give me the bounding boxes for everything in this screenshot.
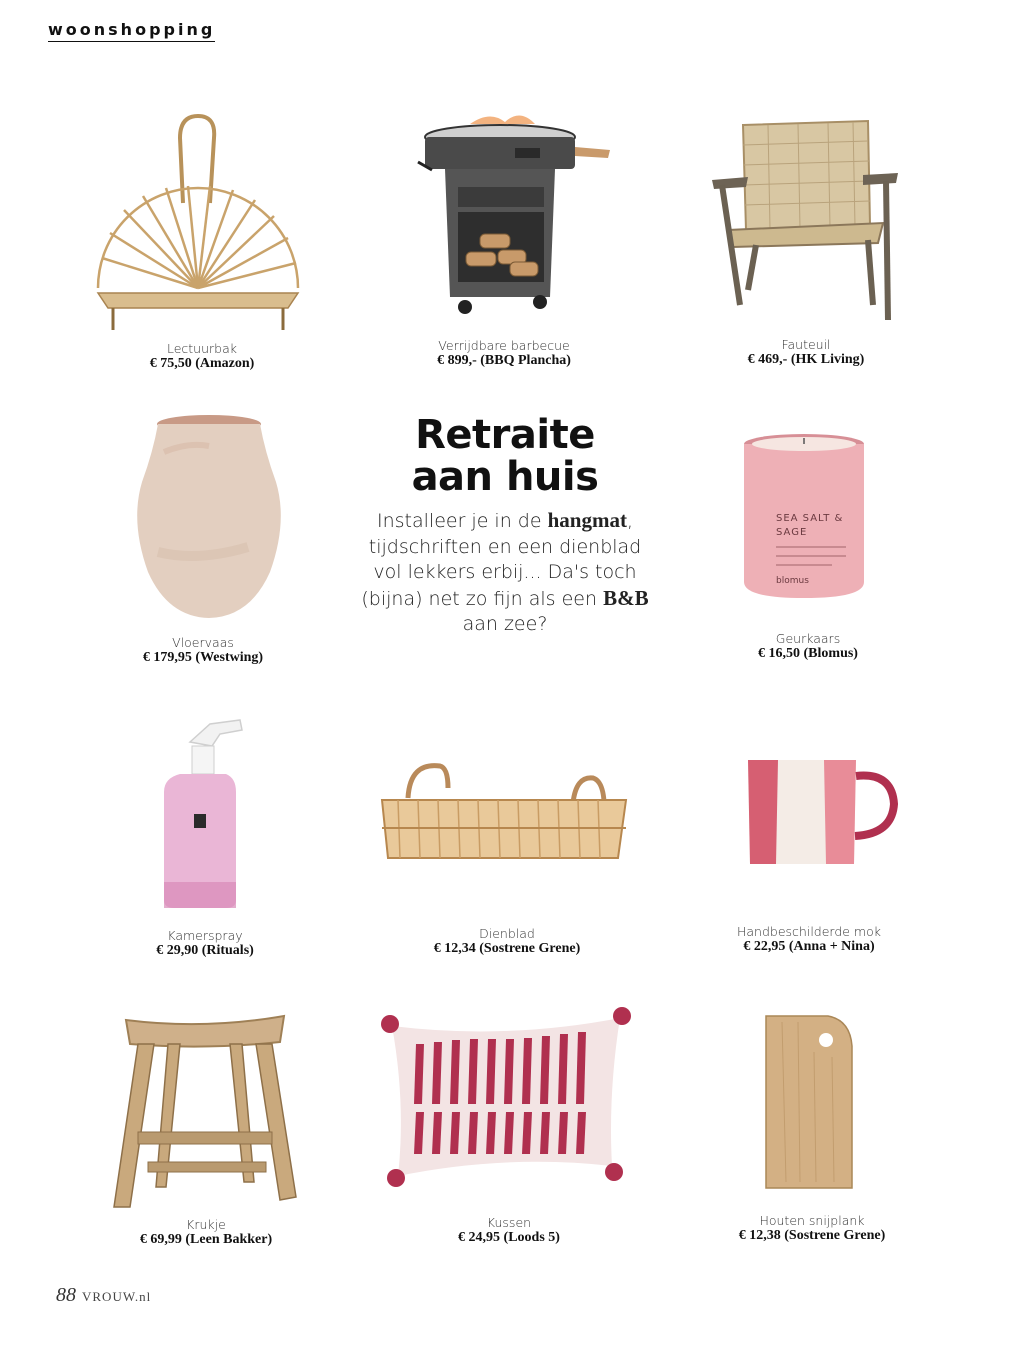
product-name: Handbeschilderde mok <box>736 924 882 939</box>
product-name: Kussen <box>486 1215 532 1230</box>
room-spray-image <box>150 712 265 910</box>
headline-line-1: Retraite <box>415 412 595 458</box>
candle-brand: blomus <box>776 576 809 586</box>
product-price: € 29,90 (Rituals) <box>156 943 254 958</box>
product-name: Houten snijplank <box>759 1213 865 1228</box>
product-caption-room-spray <box>156 928 254 959</box>
product-caption-barbecue <box>437 338 571 369</box>
product-price: € 899,- (BBQ Plancha) <box>437 353 571 368</box>
product-name: Kamerspray <box>167 928 243 943</box>
page-number: 88 <box>56 1284 76 1306</box>
product-name: Vloervaas <box>172 635 234 650</box>
intro-bold-hangmat: hangmat <box>547 508 627 532</box>
product-price: € 75,50 (Amazon) <box>149 356 255 371</box>
stool-image <box>108 1012 300 1212</box>
product-caption-tray <box>434 926 580 957</box>
magazine-rack-image <box>88 108 308 336</box>
product-name: Dienblad <box>479 926 535 941</box>
candle-label-line2: SAGE <box>776 527 808 538</box>
intro-text-1: Installeer je in de <box>377 510 548 532</box>
product-name: Krukje <box>186 1217 226 1232</box>
feature-headline <box>355 414 655 498</box>
intro-text-2: , tijdschriften en een dienblad vol lekkers erbij... Da's toch (bijna) net zo fijn als een <box>361 510 642 610</box>
product-name: Lectuurbak <box>166 341 238 356</box>
cutting-board-image <box>762 1012 854 1192</box>
intro-text-3: aan zee? <box>462 613 548 635</box>
armchair-image <box>708 115 903 327</box>
product-price: € 469,- (HK Living) <box>747 352 865 367</box>
product-price: € 24,95 (Loods 5) <box>458 1230 560 1245</box>
magazine-brand: VROUW.nl <box>82 1289 152 1304</box>
feature-intro <box>355 508 655 638</box>
headline-line-2: aan huis <box>411 454 599 500</box>
product-name: Geurkaars <box>775 631 841 646</box>
candle-label-line1: SEA SALT & <box>776 513 844 524</box>
mug-image <box>742 754 902 872</box>
product-price: € 69,99 (Leen Bakker) <box>139 1232 273 1247</box>
section-label: woonshopping <box>48 20 215 42</box>
product-price: € 12,34 (Sostrene Grene) <box>433 941 581 956</box>
intro-bold-bnb: B&B <box>603 585 649 610</box>
product-name: Fauteuil <box>781 337 831 352</box>
page-footer <box>56 1284 151 1307</box>
product-caption-floor-vase <box>143 635 263 666</box>
product-caption-cutting-board <box>739 1213 885 1244</box>
tray-image <box>378 758 630 870</box>
product-price: € 22,95 (Anna + Nina) <box>743 939 875 954</box>
product-caption-mug <box>737 924 881 955</box>
product-caption-candle <box>758 631 858 662</box>
barbecue-image <box>410 112 615 327</box>
product-caption-stool <box>140 1217 272 1248</box>
product-price: € 12,38 (Sostrene Grene) <box>738 1228 886 1243</box>
product-caption-armchair <box>748 337 865 368</box>
scented-candle-image <box>742 432 866 600</box>
product-name: Verrijdbare barbecue <box>438 338 570 353</box>
floor-vase-image <box>128 412 290 622</box>
cushion-image <box>376 1004 636 1190</box>
product-caption-cushion <box>458 1215 560 1246</box>
product-caption-magazine-rack <box>150 341 255 372</box>
product-price: € 16,50 (Blomus) <box>758 646 858 661</box>
product-price: € 179,95 (Westwing) <box>142 650 264 665</box>
